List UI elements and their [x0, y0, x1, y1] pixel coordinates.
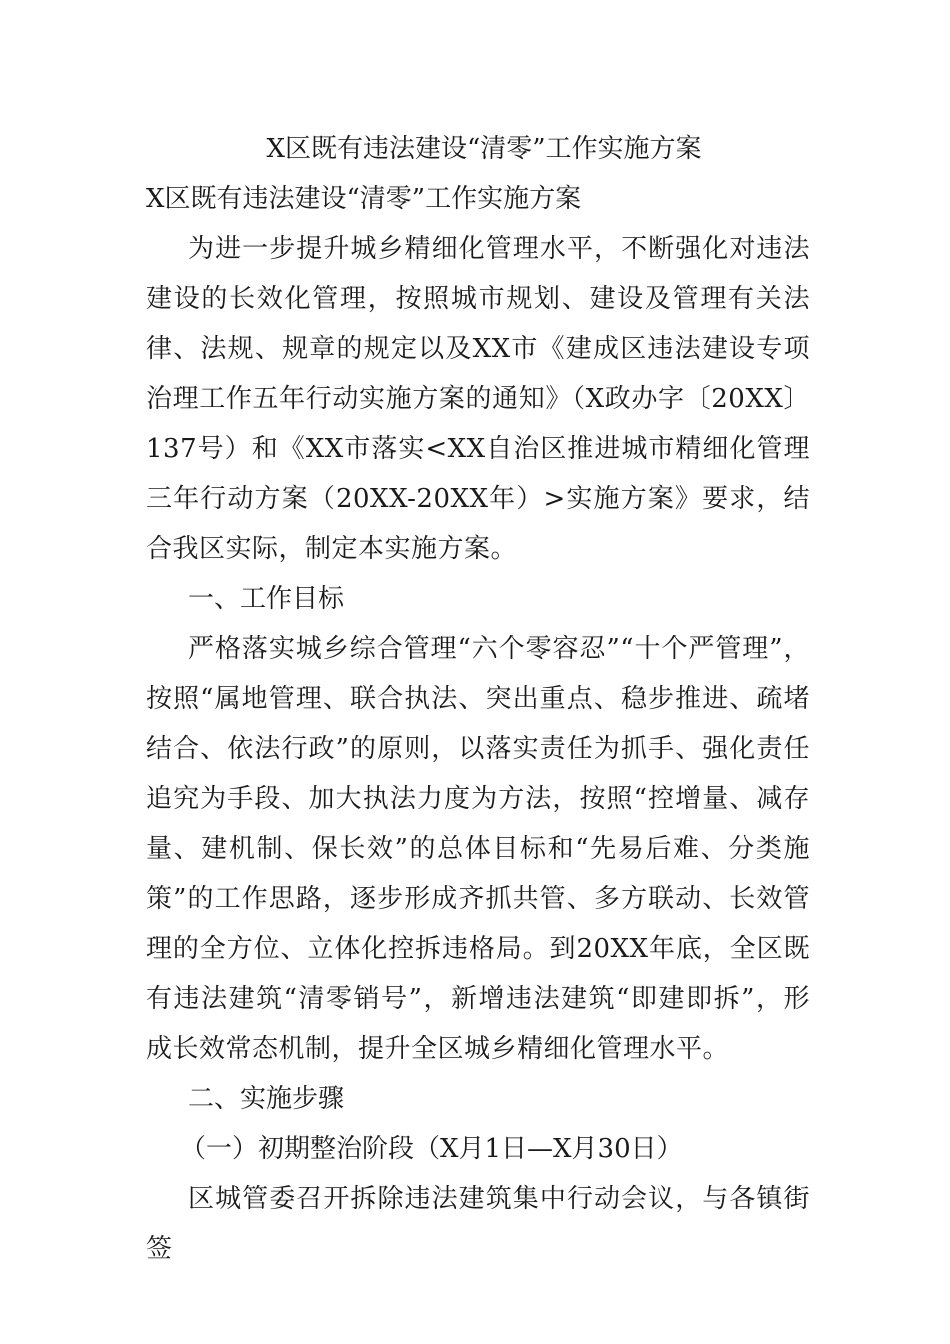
initial-phase-paragraph: 区城管委召开拆除违法建筑集中行动会议，与各镇街签: [146, 1184, 810, 1264]
section-heading-steps: 二、实施步骤: [188, 1084, 345, 1114]
intro-paragraph: 为进一步提升城乡精细化管理水平，不断强化对违法建设的长效化管理，按照城市规划、建设及管理有关法律、法规、规章的规定以及XX市《建成区违法建设专项治理工作五年行动实施方案的通知》（X政办字〔20XX〕137号）和《XX市落实<XX自治区推进城市精细化管理三年行动方案（20XX-20XX年）>实施方案》要求，结合我区实际，制定本实施方案。: [146, 234, 810, 564]
document-title: X区既有违法建设“清零”工作实施方案: [266, 134, 702, 164]
section-heading-goals: 一、工作目标: [188, 584, 345, 614]
subsection-heading-initial-phase: （一）初期整治阶段（X月1日—X月30日）: [180, 1134, 683, 1164]
goals-paragraph: 严格落实城乡综合管理“六个零容忍”“十个严管理”，按照“属地管理、联合执法、突出重点、稳步推进、疏堵结合、依法行政”的原则，以落实责任为抓手、强化责任追究为手段、加大执法力度为方法，按照“控增量、减存量、建机制、保长效”的总体目标和“先易后难、分类施策”的工作思路，逐步形成齐抓共管、多方联动、长效管理的全方位、立体化控拆违格局。到20XX年底，全区既有违法建筑“清零销号”，新增违法建筑“即建即拆”，形成长效常态机制，提升全区城乡精细化管理水平。: [146, 634, 810, 1064]
document-subtitle: X区既有违法建设“清零”工作实施方案: [146, 184, 582, 214]
